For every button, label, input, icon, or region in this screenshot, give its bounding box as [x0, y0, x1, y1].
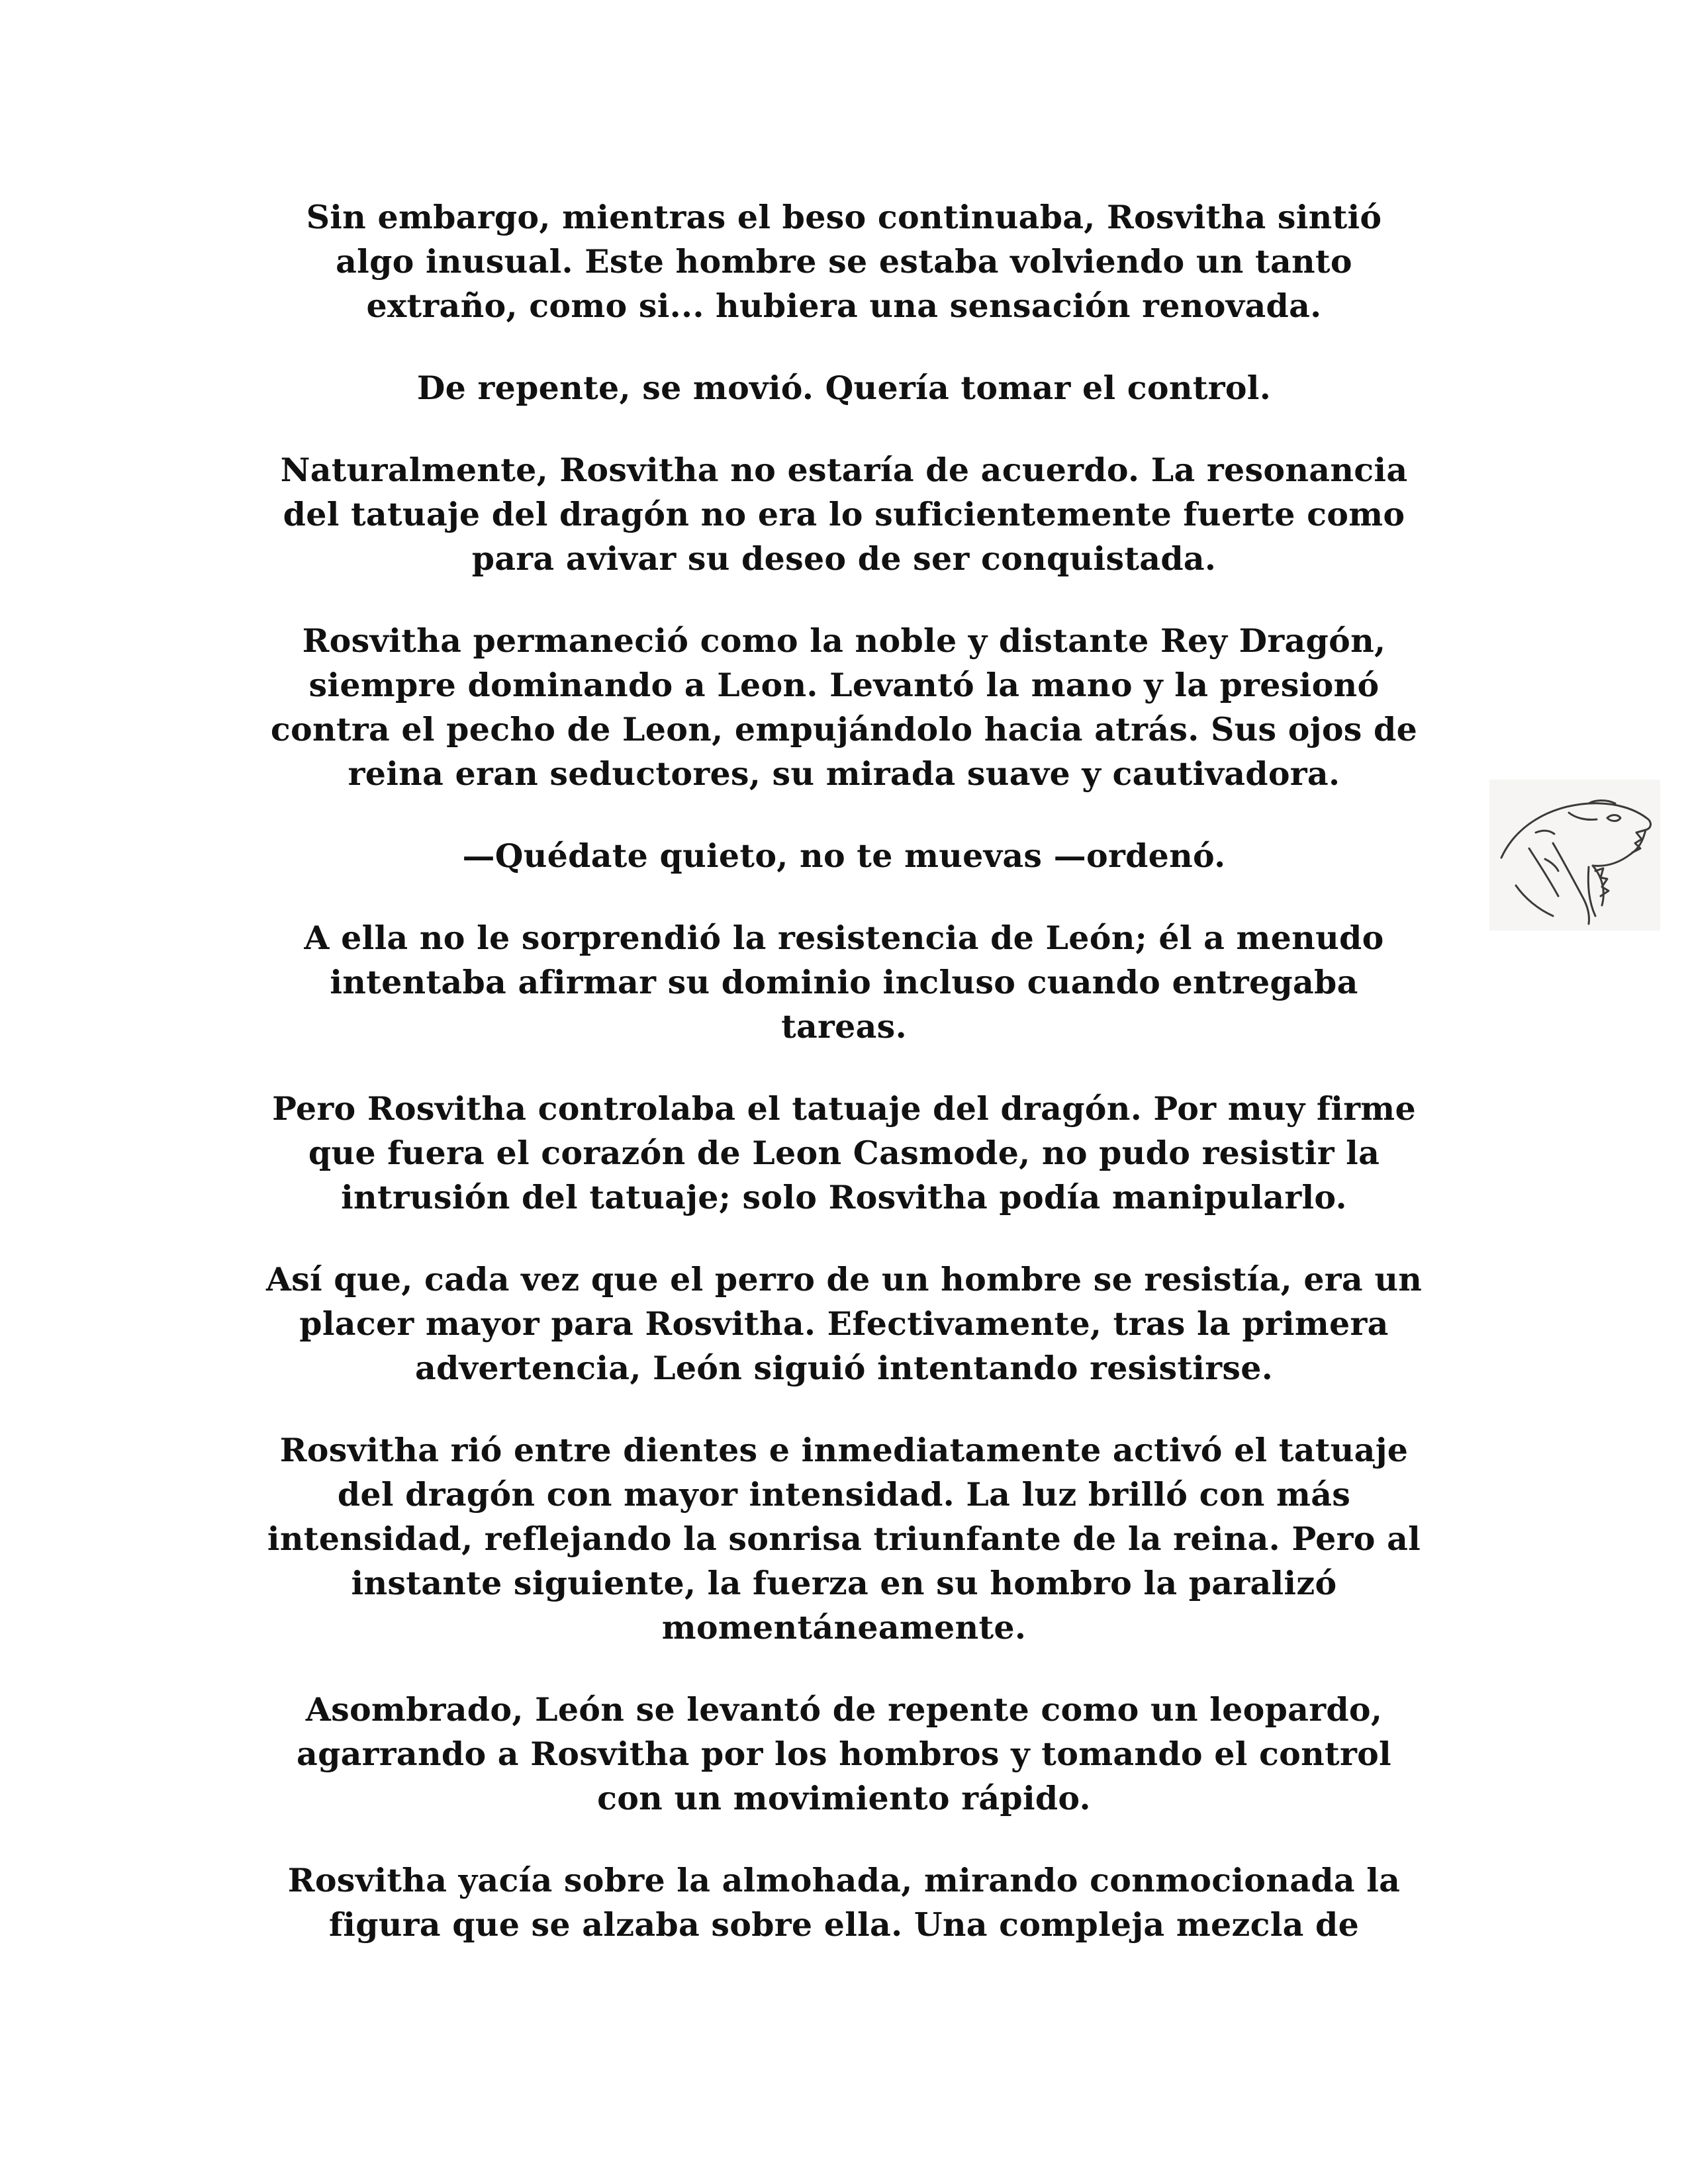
text-line: Naturalmente, Rosvitha no estaría de acuerdo. La resonancia: [280, 451, 1408, 489]
text-line: intrusión del tatuaje; solo Rosvitha podía manipularlo.: [341, 1178, 1347, 1216]
text-line: contra el pecho de Leon, empujándolo hacia atrás. Sus ojos de: [270, 710, 1418, 749]
dinosaur-head-icon: [1489, 780, 1660, 931]
text-line: para avivar su deseo de ser conquistada.: [471, 539, 1217, 578]
text-line: A ella no le sorprendió la resistencia de León; él a menudo: [304, 919, 1384, 957]
paragraph: [218, 916, 1470, 1049]
text-line: con un movimiento rápido.: [597, 1779, 1091, 1817]
text-line: del dragón con mayor intensidad. La luz brilló con más: [337, 1475, 1351, 1514]
paragraph: [218, 1428, 1470, 1650]
paragraph: [218, 1087, 1470, 1220]
text-line: algo inusual. Este hombre se estaba volviendo un tanto: [336, 242, 1352, 281]
paragraph: [218, 366, 1470, 410]
paragraph: [218, 1688, 1470, 1821]
paragraph: [218, 619, 1470, 796]
text-line: advertencia, León siguió intentando resistirse.: [414, 1349, 1274, 1387]
text-line: intentaba afirmar su dominio incluso cuando entregaba: [330, 963, 1358, 1001]
paragraph: [218, 195, 1470, 328]
text-line: Así que, cada vez que el perro de un hombre se resistía, era un: [265, 1260, 1423, 1298]
text-line: momentáneamente.: [661, 1608, 1027, 1647]
dinosaur-head-drawing: [1489, 780, 1660, 931]
text-line: agarrando a Rosvitha por los hombros y tomando el control: [297, 1735, 1391, 1773]
text-line: del tatuaje del dragón no era lo suficientemente fuerte como: [283, 495, 1405, 533]
text-line: Rosvitha rió entre dientes e inmediatamente activó el tatuaje: [279, 1431, 1409, 1469]
paragraph: [218, 448, 1470, 581]
paragraph: [218, 834, 1470, 878]
text-column: [218, 195, 1470, 1985]
text-line: Rosvitha yacía sobre la almohada, mirando conmocionada la: [287, 1861, 1401, 1899]
text-line: De repente, se movió. Quería tomar el control.: [416, 369, 1272, 407]
paragraph: [218, 1257, 1470, 1390]
text-line: figura que se alzaba sobre ella. Una compleja mezcla de: [328, 1905, 1360, 1944]
text-line: —Quédate quieto, no te muevas —ordenó.: [462, 837, 1226, 875]
text-line: siempre dominando a Leon. Levantó la mano y la presionó: [308, 666, 1380, 704]
text-line: Rosvitha permaneció como la noble y distante Rey Dragón,: [302, 621, 1386, 660]
text-line: instante siguiente, la fuerza en su hombro la paralizó: [351, 1564, 1337, 1602]
text-line: tareas.: [781, 1007, 907, 1046]
text-line: reina eran seductores, su mirada suave y cautivadora.: [348, 754, 1340, 793]
text-line: intensidad, reflejando la sonrisa triunfante de la reina. Pero al: [267, 1520, 1421, 1558]
text-line: Pero Rosvitha controlaba el tatuaje del dragón. Por muy firme: [272, 1089, 1416, 1128]
text-line: Asombrado, León se levantó de repente como un leopardo,: [305, 1690, 1383, 1729]
text-line: placer mayor para Rosvitha. Efectivamente, tras la primera: [299, 1304, 1389, 1343]
text-line: Sin embargo, mientras el beso continuaba, Rosvitha sintió: [306, 198, 1382, 236]
text-line: que fuera el corazón de Leon Casmode, no pudo resistir la: [308, 1134, 1380, 1172]
paragraph: [218, 1858, 1470, 1947]
text-line: extraño, como si... hubiera una sensación renovada.: [366, 287, 1322, 325]
